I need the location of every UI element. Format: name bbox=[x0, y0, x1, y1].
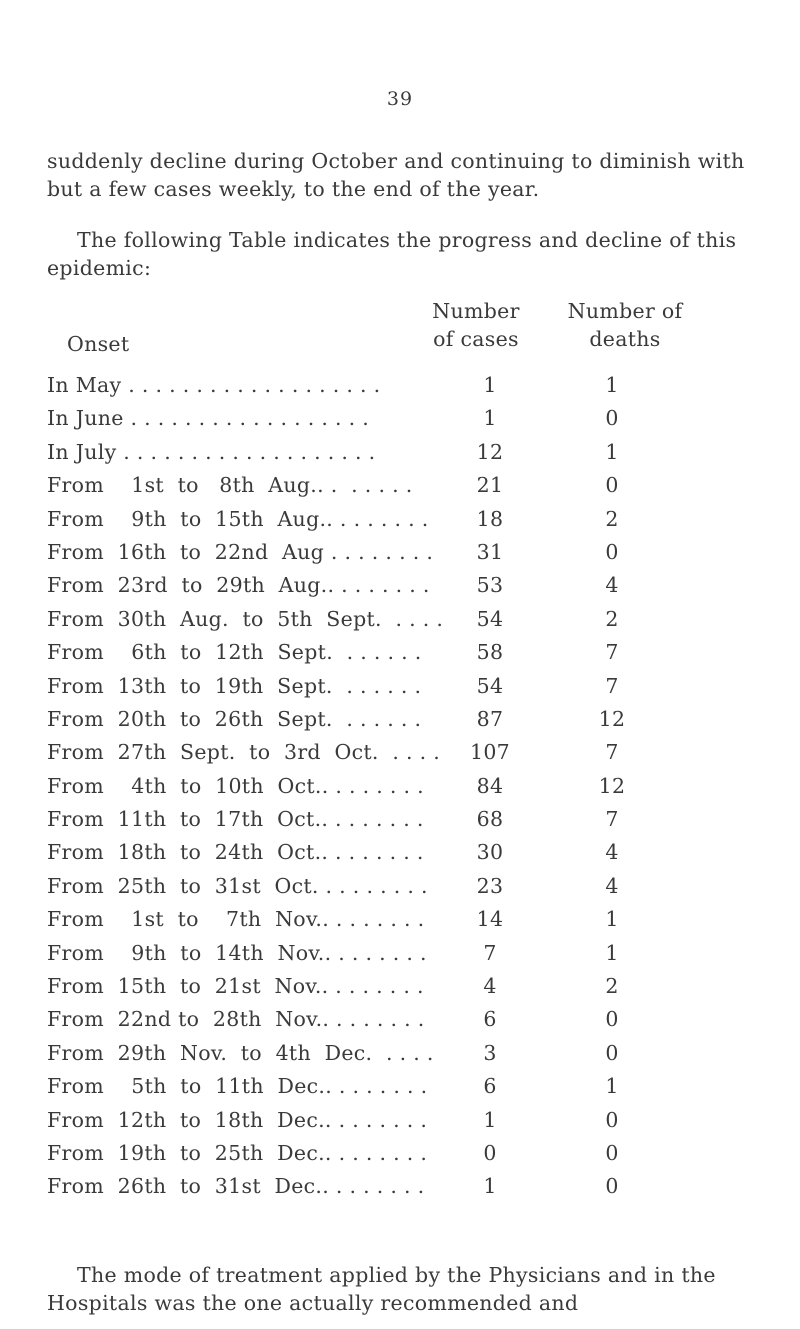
row-label: From 25th to 31st Oct. . . . . . . . . bbox=[47, 873, 428, 898]
row-deaths: 0 bbox=[605, 1174, 619, 1199]
row-deaths: 4 bbox=[605, 840, 619, 865]
row-deaths: 0 bbox=[605, 1107, 619, 1132]
row-deaths: 7 bbox=[605, 740, 619, 765]
row-cases: 4 bbox=[483, 974, 497, 999]
column-header-cases: Number of cases bbox=[432, 299, 520, 351]
row-deaths: 4 bbox=[605, 573, 619, 598]
row-label: From 9th to 14th Nov.. . . . . . . . bbox=[47, 940, 427, 965]
table-row bbox=[47, 638, 767, 671]
table-row bbox=[47, 738, 767, 771]
row-deaths: 0 bbox=[605, 539, 619, 564]
row-cases: 54 bbox=[476, 606, 504, 631]
row-cases: 31 bbox=[476, 539, 504, 564]
row-deaths: 7 bbox=[605, 807, 619, 832]
row-cases: 21 bbox=[476, 473, 504, 498]
page-number: 39 bbox=[386, 88, 414, 110]
table-row bbox=[47, 905, 767, 938]
row-cases: 107 bbox=[469, 740, 511, 765]
row-deaths: 0 bbox=[605, 473, 619, 498]
row-cases: 1 bbox=[483, 406, 497, 431]
table-row bbox=[47, 838, 767, 871]
row-label: From 1st to 7th Nov.. . . . . . . . bbox=[47, 907, 425, 932]
row-label: From 20th to 26th Sept. . . . . . . bbox=[47, 706, 422, 731]
table-row bbox=[47, 371, 767, 404]
row-cases: 84 bbox=[476, 773, 504, 798]
row-label: From 26th to 31st Dec.. . . . . . . . bbox=[47, 1174, 425, 1199]
row-label: From 23rd to 29th Aug.. . . . . . . . bbox=[47, 573, 430, 598]
row-label: From 4th to 10th Oct.. . . . . . . . bbox=[47, 773, 424, 798]
row-deaths: 2 bbox=[605, 974, 619, 999]
row-deaths: 0 bbox=[605, 406, 619, 431]
row-label: From 13th to 19th Sept. . . . . . . bbox=[47, 673, 422, 698]
row-cases: 18 bbox=[476, 506, 504, 531]
row-cases: 1 bbox=[483, 1107, 497, 1132]
row-label: From 11th to 17th Oct.. . . . . . . . bbox=[47, 807, 424, 832]
row-cases: 58 bbox=[476, 640, 504, 665]
row-cases: 6 bbox=[483, 1074, 497, 1099]
row-label: From 30th Aug. to 5th Sept. . . . . bbox=[47, 606, 444, 631]
row-cases: 87 bbox=[476, 706, 504, 731]
row-label: From 16th to 22nd Aug . . . . . . . . bbox=[47, 539, 434, 564]
row-deaths: 0 bbox=[605, 1007, 619, 1032]
row-label: From 5th to 11th Dec.. . . . . . . . bbox=[47, 1074, 428, 1099]
row-deaths: 12 bbox=[598, 706, 626, 731]
table-row bbox=[47, 672, 767, 705]
table-row bbox=[47, 1172, 767, 1205]
row-deaths: 1 bbox=[605, 1074, 619, 1099]
paragraph-continuation: suddenly decline during October and continuing to diminish with but a few cases weekly, to the end of the year. bbox=[47, 149, 745, 201]
row-deaths: 1 bbox=[605, 439, 619, 464]
table-row bbox=[47, 1072, 767, 1105]
row-label: In June . . . . . . . . . . . . . . . . . . bbox=[47, 406, 370, 431]
table-row bbox=[47, 939, 767, 972]
row-label: From 12th to 18th Dec.. . . . . . . . bbox=[47, 1107, 428, 1132]
table-row bbox=[47, 505, 767, 538]
epidemic-table bbox=[47, 371, 767, 1206]
table-row bbox=[47, 805, 767, 838]
row-label: From 27th Sept. to 3rd Oct. . . . . bbox=[47, 740, 441, 765]
row-deaths: 0 bbox=[605, 1040, 619, 1065]
row-deaths: 7 bbox=[605, 640, 619, 665]
row-label: From 19th to 25th Dec.. . . . . . . . bbox=[47, 1140, 428, 1165]
row-cases: 54 bbox=[476, 673, 504, 698]
row-cases: 53 bbox=[476, 573, 504, 598]
row-cases: 1 bbox=[483, 373, 497, 397]
row-label: From 29th Nov. to 4th Dec. . . . . bbox=[47, 1040, 434, 1065]
table-row bbox=[47, 872, 767, 905]
row-cases: 3 bbox=[483, 1040, 497, 1065]
table-row bbox=[47, 772, 767, 805]
row-deaths: 12 bbox=[598, 773, 626, 798]
table-row bbox=[47, 1106, 767, 1139]
row-cases: 14 bbox=[476, 907, 504, 932]
table-row bbox=[47, 605, 767, 638]
table-row bbox=[47, 1005, 767, 1038]
column-header-onset: Onset bbox=[67, 332, 130, 356]
table-row bbox=[47, 1039, 767, 1072]
row-cases: 1 bbox=[483, 1174, 497, 1199]
row-deaths: 7 bbox=[605, 673, 619, 698]
row-label: From 18th to 24th Oct.. . . . . . . . bbox=[47, 840, 424, 865]
row-deaths: 1 bbox=[605, 940, 619, 965]
table-row bbox=[47, 538, 767, 571]
row-label: From 15th to 21st Nov.. . . . . . . . bbox=[47, 974, 424, 999]
row-label: From 22nd to 28th Nov.. . . . . . . . bbox=[47, 1007, 425, 1032]
paragraph-treatment: The mode of treatment applied by the Physicians and in the Hospitals was the one actually recommended and bbox=[47, 1263, 716, 1315]
row-cases: 30 bbox=[476, 840, 504, 865]
table-row bbox=[47, 571, 767, 604]
row-deaths: 4 bbox=[605, 873, 619, 898]
row-cases: 12 bbox=[476, 439, 504, 464]
row-cases: 23 bbox=[476, 873, 504, 898]
table-row bbox=[47, 438, 767, 471]
row-deaths: 0 bbox=[605, 1140, 619, 1165]
column-header-deaths: Number of deaths bbox=[567, 299, 683, 351]
table-row bbox=[47, 705, 767, 738]
table-row bbox=[47, 404, 767, 437]
row-label: From 9th to 15th Aug.. . . . . . . . bbox=[47, 506, 429, 531]
row-label: In May . . . . . . . . . . . . . . . . . . . bbox=[47, 373, 381, 397]
row-cases: 68 bbox=[476, 807, 504, 832]
paragraph-table-intro: The following Table indicates the progress and decline of this epidemic: bbox=[47, 228, 737, 280]
row-cases: 7 bbox=[483, 940, 497, 965]
table-row bbox=[47, 972, 767, 1005]
table-row bbox=[47, 471, 767, 504]
row-label: From 6th to 12th Sept. . . . . . . bbox=[47, 640, 422, 665]
row-label: From 1st to 8th Aug.. . . . . . . bbox=[47, 473, 413, 498]
row-deaths: 1 bbox=[605, 373, 619, 397]
row-label: In July . . . . . . . . . . . . . . . . . . . bbox=[47, 439, 376, 464]
row-deaths: 2 bbox=[605, 506, 619, 531]
table-row bbox=[47, 1139, 767, 1172]
row-deaths: 1 bbox=[605, 907, 619, 932]
row-cases: 6 bbox=[483, 1007, 497, 1032]
row-cases: 0 bbox=[483, 1140, 497, 1165]
row-deaths: 2 bbox=[605, 606, 619, 631]
